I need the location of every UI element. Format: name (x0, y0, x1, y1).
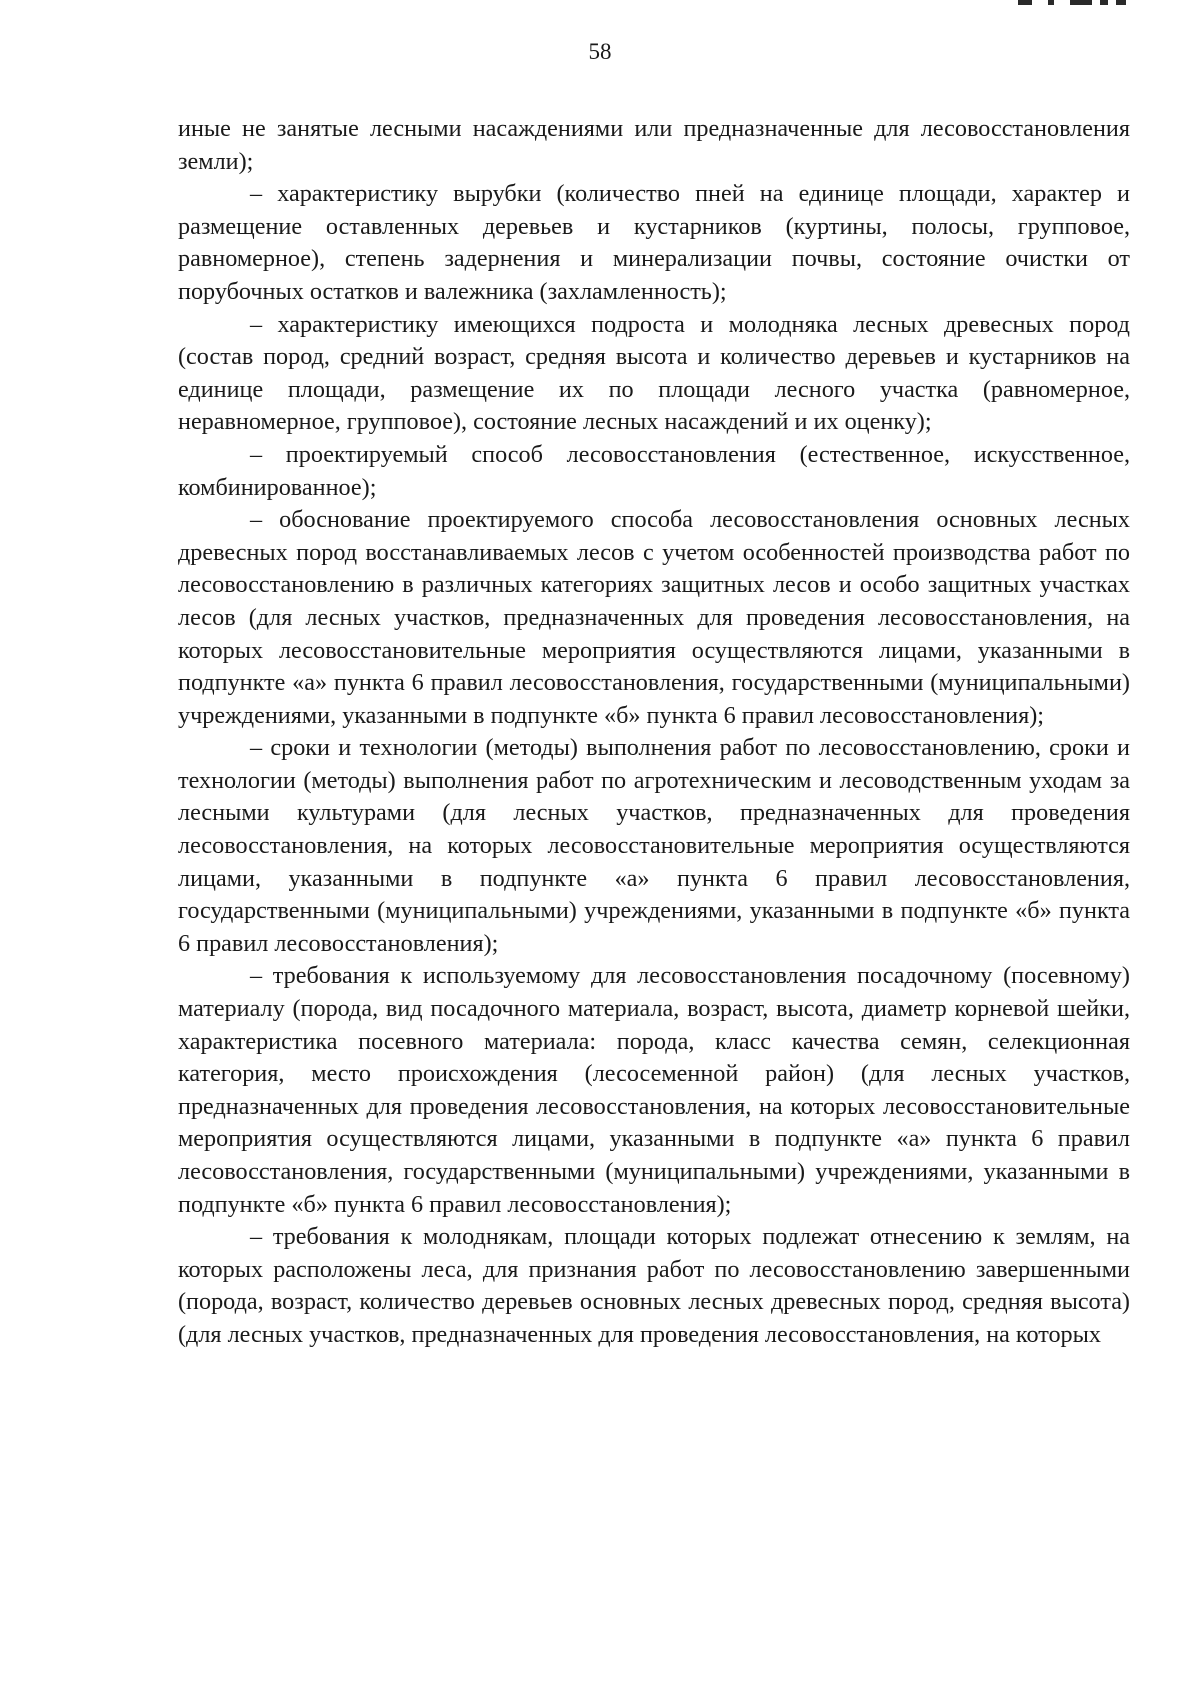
list-item-timing-and-technologies: – сроки и технологии (методы) выполнения работ по лесовосстановлению, сроки и технологии (методы) выполнения работ по агротехническим и лесоводственным уходам за лесными культурами (для лесных участков, предназначенных для проведения лесовосстановления, на которых лесовосстановительные мероприятия осуществляются лицами, указанными в подпункте «а» пункта 6 правил лесовосстановления, государственными (муниципальными) учреждениями, указанными в подпункте «б» пункта 6 правил лесовосстановления); (178, 734, 1130, 957)
list-item-undergrowth-characteristics: – характеристику имеющихся подроста и молодняка лесных древесных пород (состав пород, средний возраст, средняя высота и количество деревьев и кустарников на единице площади, размещение их по площади лесного участка (равномерное, неравномерное, групповое), состояние лесных насаждений и их оценку); (178, 310, 1130, 436)
paragraph-continuation: иные не занятые лесными насаждениями или предназначенные для лесовосстановления земли); (178, 115, 1130, 175)
list-item-planting-material-requirements: – требования к используемому для лесовосстановления посадочному (посевному) материалу (порода, вид посадочного материала, возраст, высота, диаметр корневой шейки, характеристика посевного материала: порода, класс качества семян, селекционная категория, место происхождения (лесосеменной район) (для лесных участков, предназначенных для проведения лесовосстановления, на которых лесовосстановительные мероприятия осуществляются лицами, указанными в подпункте «а» пункта 6 правил лесовосстановления, государственными (муниципальными) учреждениями, указанными в подпункте «б» пункта 6 правил лесовосстановления); (178, 962, 1130, 1218)
page-number: 58 (588, 39, 612, 64)
body-text (178, 113, 1130, 1352)
list-item-young-stand-requirements: – требования к молоднякам, площади которых подлежат отнесению к землям, на которых расположены леса, для признания работ по лесовосстановлению завершенными (порода, возраст, количество деревьев основных лесных древесных пород, средняя высота) (для лесных участков, предназначенных для проведения лесовосстановления, на которых (178, 1223, 1130, 1348)
scan-artifact-mark (1018, 0, 1128, 6)
list-item-felling-characteristics: – характеристику вырубки (количество пней на единице площади, характер и размещение оставленных деревьев и кустарников (куртины, полосы, групповое, равномерное), степень задернения и минерализации почвы, состояние очистки от порубочных остатков и валежника (захламленность); (178, 180, 1130, 305)
list-item-reforestation-method: – проектируемый способ лесовосстановления (естественное, искусственное, комбинированное); (178, 440, 1130, 501)
list-item-method-justification: – обоснование проектируемого способа лесовосстановления основных лесных древесных пород восстанавливаемых лесов с учетом особенностей производства работ по лесовосстановлению в различных категориях защитных лесов и особо защитных участках лесов (для лесных участков, предназначенных для проведения лесовосстановления, на которых лесовосстановительные мероприятия осуществляются лицами, указанными в подпункте «а» пункта 6 правил лесовосстановления, государственными (муниципальными) учреждениями, указанными в подпункте «б» пункта 6 правил лесовосстановления); (178, 506, 1130, 729)
